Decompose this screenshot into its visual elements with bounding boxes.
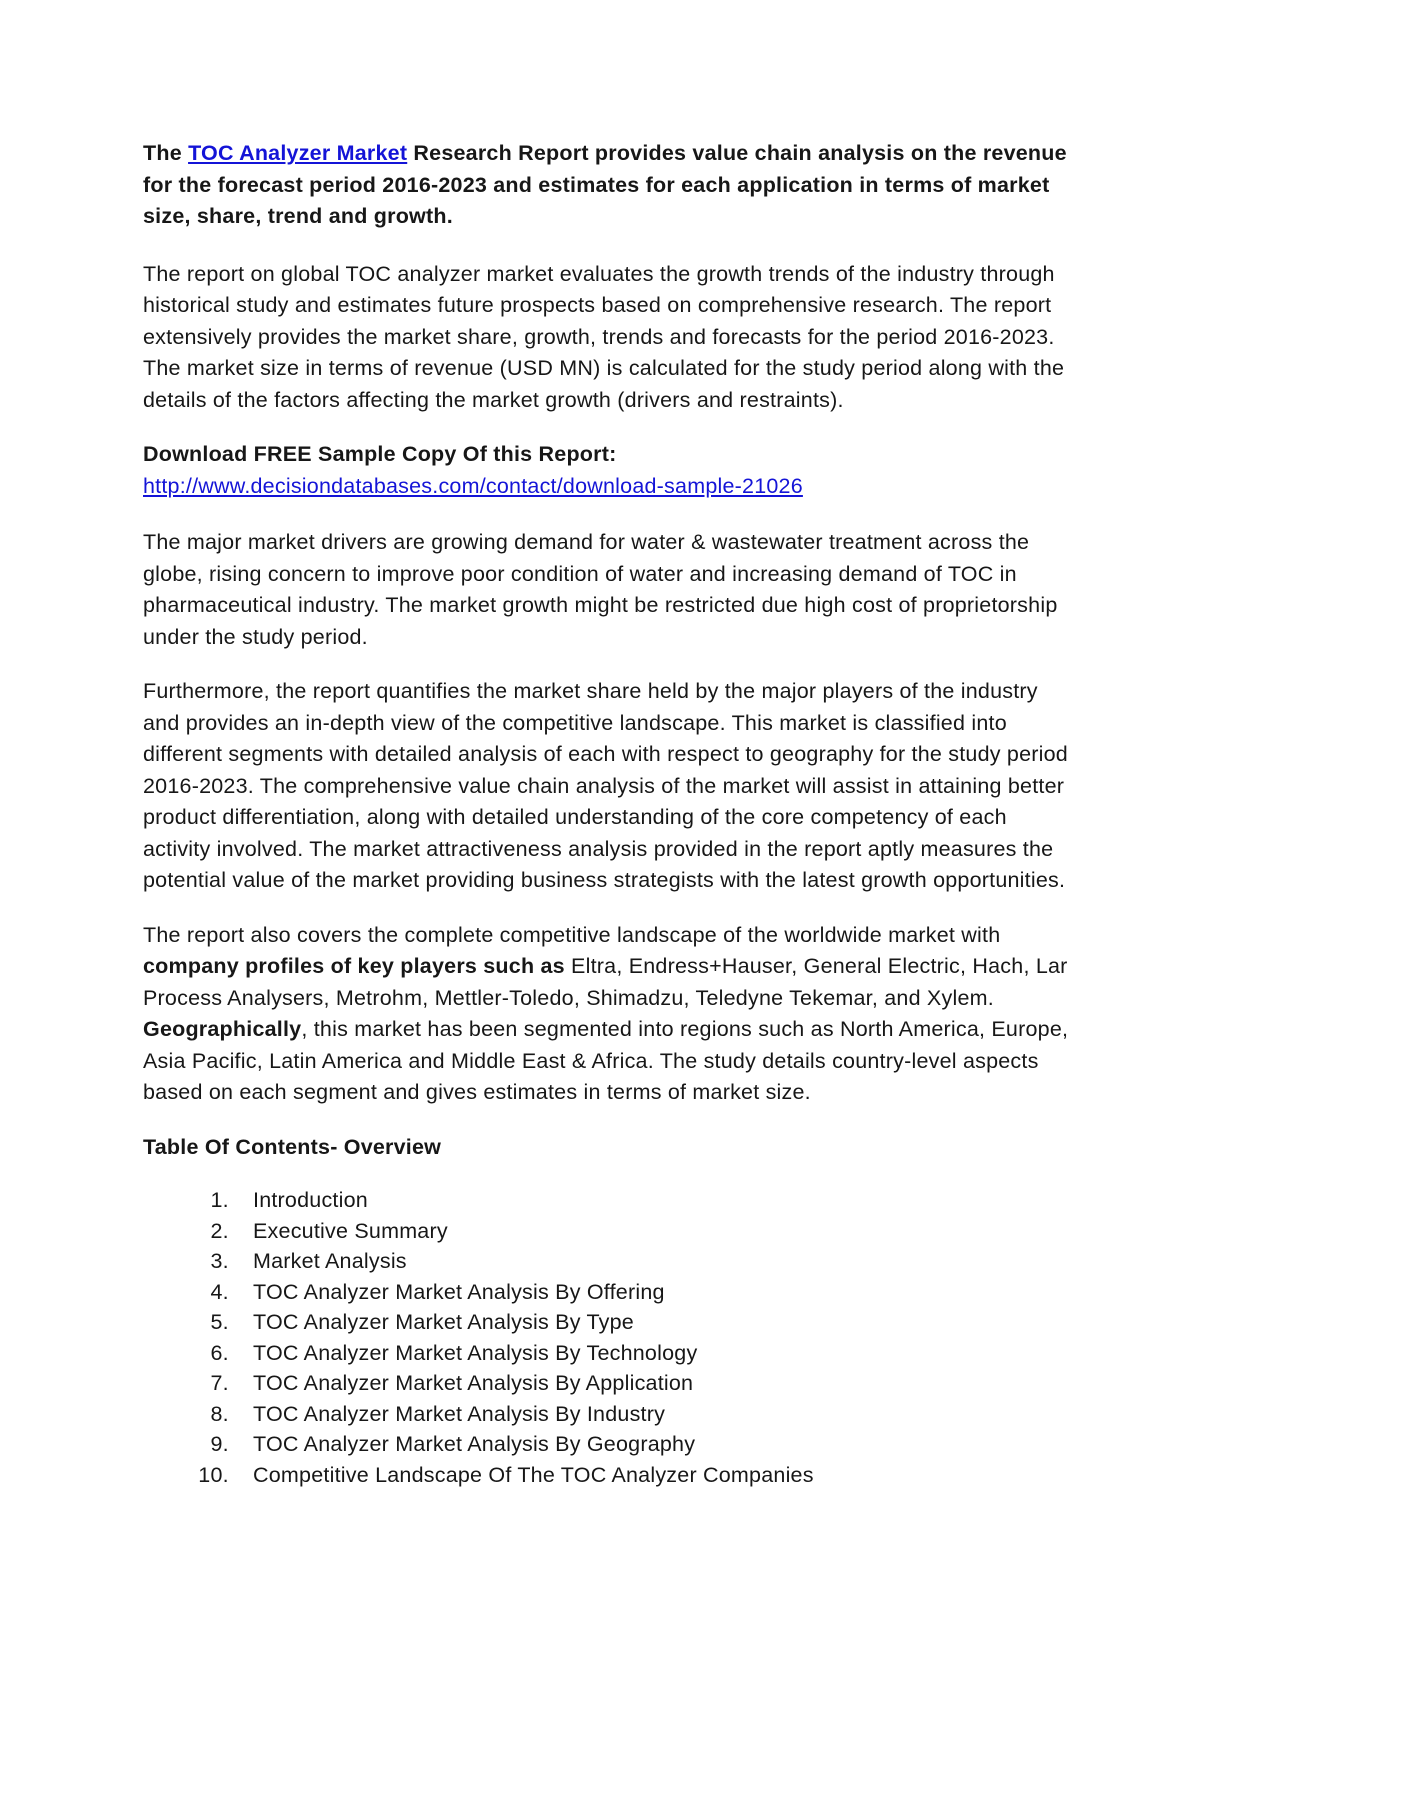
list-item: 1. Introduction xyxy=(235,1185,1073,1216)
key-players-text-part1: The report also covers the complete competitive landscape of the worldwide market with xyxy=(143,922,1001,947)
list-item: 2. Executive Summary xyxy=(235,1216,1073,1247)
intro-text-after-link: Research Report provides value chain analysis on the revenue for the forecast period 2016-2023 and estimates for each application in terms of market size, share, trend and growth. xyxy=(143,141,1067,228)
overview-paragraph: The report on global TOC analyzer market evaluates the growth trends of the industry through historical study and estimates future prospects based on comprehensive research. The report extensively provides the market share, growth, trends and forecasts for the period 2016-2023. The market size in terms of revenue (USD MN) is calculated for the study period along with the details of the factors affecting the market growth (drivers and restraints). xyxy=(143,261,1065,412)
toc-analyzer-market-link[interactable]: TOC Analyzer Market xyxy=(188,141,408,165)
list-item: 10. Competitive Landscape Of The TOC Analyzer Companies xyxy=(235,1460,1073,1491)
table-of-contents-list xyxy=(143,1185,1073,1490)
download-sample-label: Download FREE Sample Copy Of this Report: xyxy=(143,442,617,466)
geographically-bold-label: Geographically xyxy=(143,1017,302,1041)
list-item: 3. Market Analysis xyxy=(235,1246,1073,1277)
list-item: 7. TOC Analyzer Market Analysis By Application xyxy=(235,1368,1073,1399)
download-sample-paragraph xyxy=(143,439,1073,502)
competitive-analysis-paragraph: Furthermore, the report quantifies the market share held by the major players of the industry and provides an in-depth view of the competitive landscape. This market is classified into different segments with detailed analysis of each with respect to geography for the study period 2016-2023. The comprehensive value chain analysis of the market will assist in attaining better product differentiation, along with detailed understanding of the core competency of each activity involved. The market attractiveness analysis provided in the report aptly measures the potential value of the market providing business strategists with the latest growth opportunities. xyxy=(143,679,1068,892)
list-item: 9. TOC Analyzer Market Analysis By Geography xyxy=(235,1429,1073,1460)
list-item: 8. TOC Analyzer Market Analysis By Industry xyxy=(235,1399,1073,1430)
company-profiles-bold-label: company profiles of key players such as xyxy=(143,954,565,978)
key-players-text-part2: Eltra, Endress+Hauser, General Electric, Hach, Lar Process Analysers, Metrohm, Mettler-Toledo, Shimadzu, Teledyne Tekemar, and Xylem. xyxy=(143,954,1068,1010)
key-players-paragraph xyxy=(143,920,1073,1109)
market-drivers-paragraph: The major market drivers are growing demand for water & wastewater treatment across the globe, rising concern to improve poor condition of water and increasing demand of TOC in pharmaceutical industry. The market growth might be restricted due high cost of proprietorship under the study period. xyxy=(143,530,1058,649)
key-players-text-part3: , this market has been segmented into regions such as North America, Europe, Asia Pacific, Latin America and Middle East & Africa. The study details country-level aspects based on each segment and gives estimates in terms of market size. xyxy=(143,1017,1069,1104)
intro-paragraph xyxy=(143,138,1073,233)
document-body xyxy=(143,138,1073,1490)
download-sample-url-link[interactable]: http://www.decisiondatabases.com/contact/download-sample-21026 xyxy=(143,473,803,498)
list-item: 4. TOC Analyzer Market Analysis By Offering xyxy=(235,1277,1073,1308)
list-item: 5. TOC Analyzer Market Analysis By Type xyxy=(235,1307,1073,1338)
table-of-contents-heading: Table Of Contents- Overview xyxy=(143,1134,442,1159)
list-item: 6. TOC Analyzer Market Analysis By Technology xyxy=(235,1338,1073,1369)
intro-text-before-link: The xyxy=(143,141,189,165)
